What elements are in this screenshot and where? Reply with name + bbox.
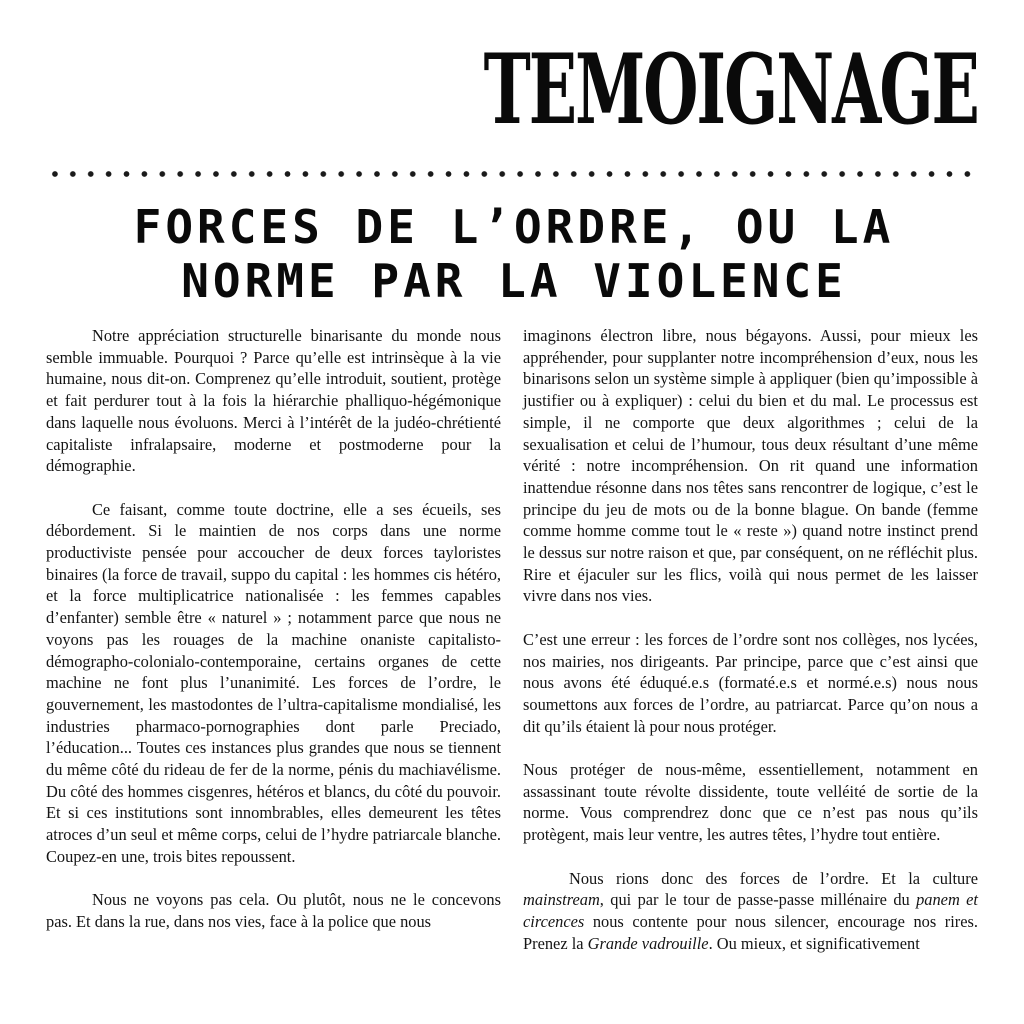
italic-term: Grande vadrouille — [587, 933, 709, 953]
section-tag: TEMOIGNAGE — [483, 33, 978, 146]
right-column — [523, 325, 978, 976]
dotted-divider — [46, 168, 982, 180]
text-run: Nous rions donc des forces de l’ordre. Et la culture — [569, 868, 978, 888]
text-run: nous contente pour nous silencer, encourage nos rires. Prenez la — [523, 911, 978, 953]
paragraph: Ce faisant, comme toute doctrine, elle a ses écueils, ses débordement. Si le maintien de nos corps dans une norme productiviste pensée pour accoucher de deux forces tayloristes binaires (la force de travail, suppo du capital : les hommes cis hétéro, et la force multiplicatrice nationalisée : les femmes capables d’enfanter) semble être « naturel » ; notamment parce que nous ne voyons pas les rouages de la machine onaniste capitalisto-démographo-colonialo-contemporaine, certains organes de cette machine ne font plus l’unanimité. Les forces de l’ordre, le gouvernement, les mastodontes de l’ultra-capitalisme mondialisé, les industries pharmaco-pornographies dont parle Preciado, l’éducation... Toutes ces instances plus grandes que nous se tiennent du même côté du rideau de fer de la norme, pénis du machiavélisme. Du côté des hommes cisgenres, hétéros et blancs, du côté du pouvoir. Et si ces institutions sont innombrables, elles demeurent les têtes atroces d’un seul et même corps, celui de l’hydre patriarcale blanche. Coupez-en une, trois bites repoussent. — [46, 499, 501, 866]
paragraph: imaginons électron libre, nous bégayons. Aussi, pour mieux les appréhender, pour supplanter notre incompréhension d’eux, nous les binarisons selon un système simple à appliquer (bien qu’impossible à justifier ou à expliquer) : celui du bien et du mal. Le processus est simple, il ne comporte que deux algorithmes ; celui de la sexualisation et celui de l’humour, tous deux résultant d’une même vérité : notre incompréhension. On rit quand une information inattendue résonne dans nos têtes sans rencontrer de logique, c’est le principe du jeu de mots ou de la bonne blague. On bande (femme comme homme comme tout le « reste ») quand notre instinct prend le dessus sur notre raison et que, par conséquent, on ne réfléchit plus. Rire et éjaculer sur les flics, voilà qui nous permet de les laisser vivre dans nos vies. — [523, 326, 978, 606]
article-title: FORCES DE L’ORDRE, OU LA NORME PAR LA VIOLENCE — [133, 200, 895, 308]
paragraph: C’est une erreur : les forces de l’ordre sont nos collèges, nos lycées, nos mairies, nos dirigeants. Par principe, parce que c’est ainsi que nous avons été éduqué.e.s (formaté.e.s et normé.e.s) nous nous soumettons aux forces de l’ordre, au patriarcat. Parce qu’on nous a dit qu’ils étaient là pour nous protéger. — [523, 629, 978, 736]
paragraph — [523, 868, 978, 955]
italic-term: panem et circences — [523, 890, 978, 931]
text-run: , qui par le tour de passe-passe millénaire du — [599, 890, 917, 910]
paragraph: Nous ne voyons pas cela. Ou plutôt, nous ne le concevons pas. Et dans la rue, dans nos vies, face à la police que nous — [46, 890, 501, 931]
left-column — [46, 325, 501, 954]
italic-term: mainstream — [523, 890, 600, 910]
paragraph: Notre appréciation structurelle binarisante du monde nous semble immuable. Pourquoi ? Parce qu’elle est intrinsèque à la vie humaine, nous dit-on. Comprenez qu’elle introduit, soutient, protège et fait perdurer tout à la fois la hiérarchie phalliquo-hégémonique dans laquelle nous évoluons. Merci à l’intérêt de la judéo-chrétienté capitaliste infralapsaire, moderne et postmoderne pour la démographie. — [46, 326, 501, 476]
text-run: . Ou mieux, et significativement — [708, 933, 920, 953]
paragraph: Nous protéger de nous-même, essentiellement, notamment en assassinant toute révolte dissidente, toute velléité de sortie de la norme. Vous comprendrez donc que ce n’est pas nous qu’ils protègent, mais leur ventre, les autres têtes, l’hydre tout entière. — [523, 760, 978, 845]
